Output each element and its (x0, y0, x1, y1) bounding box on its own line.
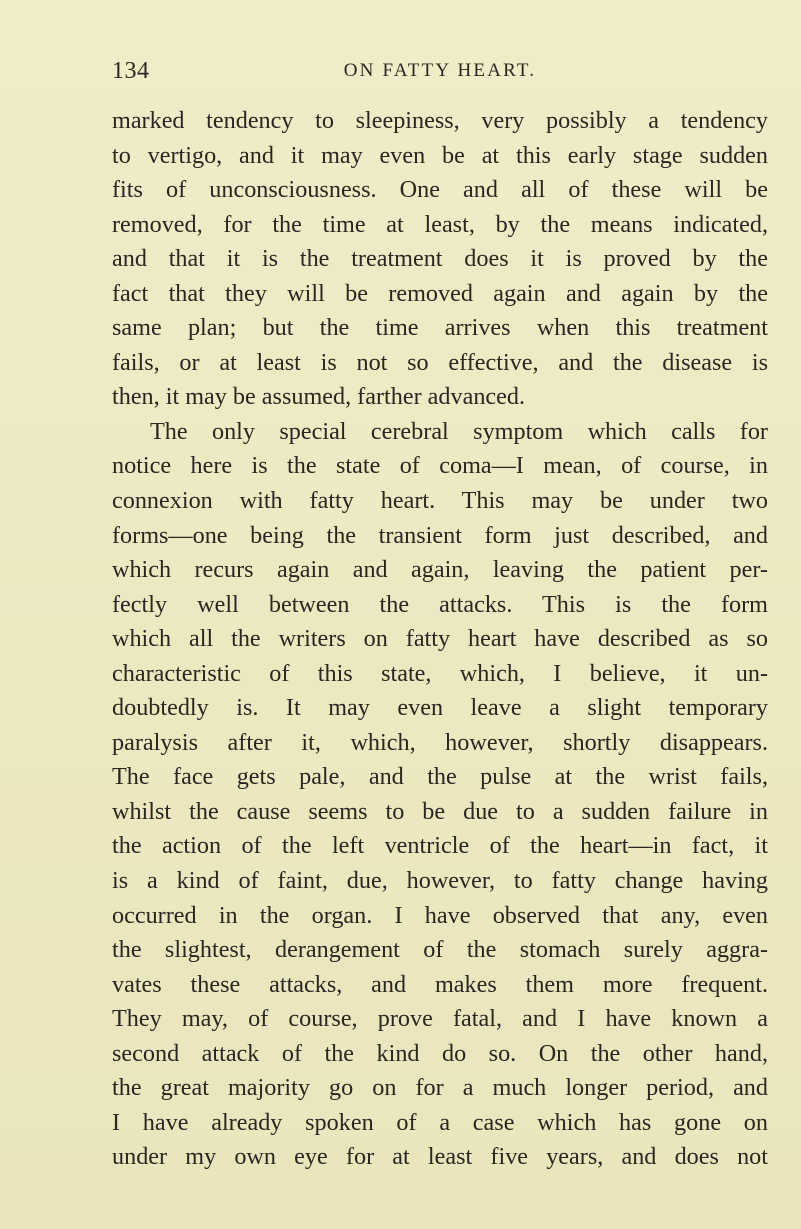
text-line: fact that they will be removed again and again by the (112, 279, 768, 307)
text-line: and that it is the treatment does it is proved by the (112, 245, 768, 273)
text-line: the great majority go on for a much longer period, and (112, 1074, 768, 1102)
text-line: which all the writers on fatty heart have described as so (112, 625, 768, 653)
text-line: They may, of course, prove fatal, and I have known a (112, 1005, 768, 1033)
text-line: removed, for the time at least, by the means indicated, (112, 210, 768, 238)
text-line: vates these attacks, and makes them more frequent. (112, 970, 768, 998)
text-line: I have already spoken of a case which has gone on (112, 1108, 768, 1136)
running-head (112, 58, 768, 88)
text-line: characteristic of this state, which, I believe, it un- (112, 659, 768, 687)
text-line: whilst the cause seems to be due to a sudden failure in (112, 797, 768, 825)
text-line: fails, or at least is not so effective, and the disease is (112, 348, 768, 376)
text-line: under my own eye for at least five years, and does not (112, 1143, 768, 1171)
running-title: ON FATTY HEART. (343, 60, 537, 81)
text-line: fits of unconsciousness. One and all of these will be (112, 176, 768, 204)
text-line: same plan; but the time arrives when this treatment (112, 314, 768, 342)
text-line: notice here is the state of coma—I mean, of course, in (112, 452, 768, 480)
text-line: second attack of the kind do so. On the other hand, (112, 1039, 768, 1067)
page-number: 134 (112, 58, 150, 84)
text-line: The face gets pale, and the pulse at the wrist fails, (112, 763, 768, 791)
body-text (112, 104, 768, 1175)
text-line: to vertigo, and it may even be at this early stage sudden (112, 141, 768, 169)
text-line-paragraph-end: then, it may be assumed, farther advanced. (112, 383, 526, 411)
text-line: forms—one being the transient form just described, and (112, 521, 768, 549)
text-line: paralysis after it, which, however, shortly disappears. (112, 728, 768, 756)
text-line: marked tendency to sleepiness, very possibly a tendency (112, 107, 768, 134)
text-line-paragraph-start: The only special cerebral symptom which calls for (150, 417, 768, 445)
text-line: which recurs again and again, leaving the patient per- (112, 556, 768, 584)
text-line: the slightest, derangement of the stomach surely aggra- (112, 936, 768, 964)
text-line: connexion with fatty heart. This may be under two (112, 487, 768, 515)
text-line: doubtedly is. It may even leave a slight temporary (112, 694, 768, 722)
text-line: is a kind of faint, due, however, to fatty change having (112, 867, 768, 895)
text-line: fectly well between the attacks. This is the form (112, 590, 768, 618)
text-line: the action of the left ventricle of the heart—in fact, it (112, 832, 768, 860)
text-line: occurred in the organ. I have observed that any, even (112, 901, 768, 929)
